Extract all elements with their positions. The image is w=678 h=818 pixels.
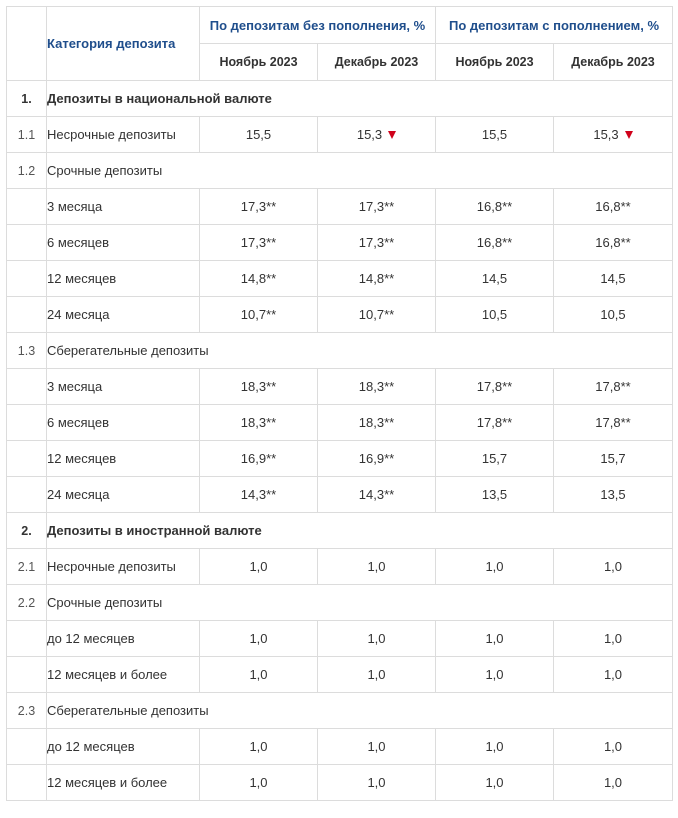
rate-cell (436, 729, 554, 765)
rate-cell (200, 369, 318, 405)
row-label: 12 месяцев и более (47, 765, 200, 801)
rate-cell (200, 441, 318, 477)
rate-value: 14,8** (240, 271, 277, 286)
rate-value: 1,0 (367, 775, 386, 790)
rate-value: 1,0 (485, 559, 504, 574)
row-number (7, 621, 47, 657)
rate-value: 17,8** (476, 379, 513, 394)
table-row (7, 729, 673, 765)
table-header (7, 7, 673, 81)
rate-value: 17,3** (240, 235, 277, 250)
rate-value: 18,3** (240, 415, 277, 430)
row-label: 12 месяцев (47, 261, 200, 297)
table-row (7, 765, 673, 801)
table-section-row (7, 81, 673, 117)
rate-value: 1,0 (485, 631, 504, 646)
rate-cell (200, 297, 318, 333)
table-section-row (7, 693, 673, 729)
table-row (7, 189, 673, 225)
rate-value: 17,3** (358, 199, 395, 214)
rate-cell (554, 261, 673, 297)
header-group-no-topup: По депозитам без пополнения, % (200, 7, 436, 44)
row-label: до 12 месяцев (47, 729, 200, 765)
rate-cell (436, 297, 554, 333)
rate-value: 1,0 (367, 667, 386, 682)
row-number (7, 477, 47, 513)
header-number-cell (7, 7, 47, 81)
row-number: 2.3 (7, 693, 47, 729)
row-number (7, 657, 47, 693)
rate-value: 1,0 (249, 739, 268, 754)
rate-value: 18,3** (240, 379, 277, 394)
row-label: Несрочные депозиты (47, 549, 200, 585)
rate-value: 18,3** (358, 379, 395, 394)
rate-value: 10,7** (358, 307, 395, 322)
rate-cell (200, 549, 318, 585)
row-number: 2.1 (7, 549, 47, 585)
row-label: 24 месяца (47, 477, 200, 513)
table-row (7, 117, 673, 153)
table-row (7, 261, 673, 297)
section-label: Срочные депозиты (47, 585, 673, 621)
table-row (7, 621, 673, 657)
rate-value: 14,8** (358, 271, 395, 286)
rate-value: 13,5 (600, 487, 626, 502)
rate-cell (318, 189, 436, 225)
rate-value: 1,0 (367, 559, 386, 574)
rate-cell (436, 189, 554, 225)
row-number (7, 441, 47, 477)
rate-value: 1,0 (367, 631, 386, 646)
row-number: 1.3 (7, 333, 47, 369)
rate-cell (318, 549, 436, 585)
rate-value: 1,0 (367, 739, 386, 754)
rate-value: 17,8** (595, 415, 631, 430)
rate-value: 13,5 (481, 487, 508, 502)
table-row (7, 441, 673, 477)
rate-cell (554, 441, 673, 477)
header-category: Категория депозита (47, 7, 200, 81)
rate-cell (436, 405, 554, 441)
header-month: Ноябрь 2023 (200, 44, 318, 81)
table-body (7, 81, 673, 801)
rate-value: 10,7** (240, 307, 277, 322)
rate-value: 10,5 (481, 307, 508, 322)
row-number (7, 729, 47, 765)
rate-value: 1,0 (249, 559, 268, 574)
rate-cell (200, 621, 318, 657)
rate-cell (318, 225, 436, 261)
row-number: 1.1 (7, 117, 47, 153)
rate-cell (318, 405, 436, 441)
row-label: до 12 месяцев (47, 621, 200, 657)
rate-cell (200, 477, 318, 513)
rate-cell (318, 261, 436, 297)
row-number (7, 405, 47, 441)
rate-cell (436, 225, 554, 261)
rate-value: 14,3** (240, 487, 277, 502)
rate-cell (554, 297, 673, 333)
rate-cell (200, 117, 318, 153)
row-label: 3 месяца (47, 369, 200, 405)
rate-cell (436, 117, 554, 153)
row-label: 3 месяца (47, 189, 200, 225)
rate-value: 14,3** (358, 487, 395, 502)
section-label: Депозиты в иностранной валюте (47, 513, 673, 549)
rate-cell (200, 765, 318, 801)
section-label: Сберегательные депозиты (47, 333, 673, 369)
header-group-topup: По депозитам с пополнением, % (436, 7, 673, 44)
section-label: Срочные депозиты (47, 153, 673, 189)
rate-cell (318, 477, 436, 513)
rate-cell (200, 189, 318, 225)
rate-cell (554, 117, 673, 153)
rate-cell (554, 477, 673, 513)
rate-value: 17,8** (595, 379, 631, 394)
rate-value: 1,0 (249, 631, 268, 646)
rate-value: 1,0 (603, 775, 623, 790)
rate-cell (554, 225, 673, 261)
rate-cell (200, 405, 318, 441)
deposit-rates-table (6, 6, 673, 801)
rate-cell (318, 765, 436, 801)
rate-value: 15,7 (481, 451, 508, 466)
table-row (7, 405, 673, 441)
header-month: Декабрь 2023 (554, 44, 673, 81)
row-number (7, 225, 47, 261)
rate-cell (318, 117, 436, 153)
row-number: 2.2 (7, 585, 47, 621)
row-number (7, 261, 47, 297)
rate-cell (436, 261, 554, 297)
table-row (7, 549, 673, 585)
rate-value: 1,0 (249, 775, 268, 790)
rate-cell (318, 441, 436, 477)
rate-cell (554, 369, 673, 405)
row-label: 12 месяцев (47, 441, 200, 477)
rate-cell (318, 657, 436, 693)
rate-value: 1,0 (603, 631, 623, 646)
section-label: Сберегательные депозиты (47, 693, 673, 729)
table-row (7, 657, 673, 693)
rate-value: 15,5 (481, 127, 508, 142)
table-row (7, 477, 673, 513)
row-number (7, 297, 47, 333)
table-section-row (7, 333, 673, 369)
rate-value: 1,0 (485, 739, 504, 754)
row-label: 12 месяцев и более (47, 657, 200, 693)
row-number (7, 765, 47, 801)
table-row (7, 297, 673, 333)
table-section-row (7, 153, 673, 189)
row-label: Несрочные депозиты (47, 117, 200, 153)
rate-value: 18,3** (358, 415, 395, 430)
rate-cell (436, 369, 554, 405)
rate-cell (554, 549, 673, 585)
row-label: 6 месяцев (47, 225, 200, 261)
rate-value: 14,5 (600, 271, 626, 286)
row-number: 2. (7, 513, 47, 549)
rate-value: 10,5 (600, 307, 626, 322)
rate-cell (436, 621, 554, 657)
row-number: 1.2 (7, 153, 47, 189)
rate-value: 15,3 (593, 127, 619, 142)
down-arrow-icon (388, 131, 396, 139)
rate-value: 17,3** (358, 235, 395, 250)
rate-cell (318, 729, 436, 765)
rate-value: 1,0 (603, 667, 623, 682)
rate-cell (200, 261, 318, 297)
rate-value: 1,0 (485, 667, 504, 682)
rate-value: 17,3** (240, 199, 277, 214)
rate-cell (200, 657, 318, 693)
rate-cell (436, 477, 554, 513)
rate-cell (554, 657, 673, 693)
rate-cell (554, 765, 673, 801)
rate-cell (554, 189, 673, 225)
row-label: 6 месяцев (47, 405, 200, 441)
table-row (7, 225, 673, 261)
rate-cell (554, 405, 673, 441)
rate-cell (436, 549, 554, 585)
rate-value: 1,0 (603, 559, 623, 574)
rate-value: 16,8** (476, 235, 513, 250)
rate-cell (554, 729, 673, 765)
rate-value: 16,8** (595, 199, 631, 214)
rate-value: 15,7 (600, 451, 626, 466)
header-month: Декабрь 2023 (318, 44, 436, 81)
rate-cell (436, 657, 554, 693)
section-label: Депозиты в национальной валюте (47, 81, 673, 117)
row-number: 1. (7, 81, 47, 117)
rate-value: 17,8** (476, 415, 513, 430)
row-number (7, 369, 47, 405)
down-arrow-icon (625, 131, 633, 139)
rate-cell (318, 369, 436, 405)
rate-cell (200, 729, 318, 765)
rate-value: 15,3 (356, 127, 383, 142)
rate-value: 1,0 (249, 667, 268, 682)
rate-value: 14,5 (481, 271, 508, 286)
rate-value: 1,0 (485, 775, 504, 790)
rate-value: 15,5 (245, 127, 272, 142)
rate-value: 16,8** (476, 199, 513, 214)
table-section-row (7, 585, 673, 621)
rate-cell (554, 621, 673, 657)
row-number (7, 189, 47, 225)
rate-value: 16,9** (240, 451, 277, 466)
rate-cell (436, 765, 554, 801)
table-row (7, 369, 673, 405)
header-month: Ноябрь 2023 (436, 44, 554, 81)
rate-cell (200, 225, 318, 261)
rate-cell (318, 297, 436, 333)
rate-value: 16,9** (358, 451, 395, 466)
rate-cell (318, 621, 436, 657)
table-section-row (7, 513, 673, 549)
row-label: 24 месяца (47, 297, 200, 333)
rate-cell (436, 441, 554, 477)
rate-value: 1,0 (603, 739, 623, 754)
rate-value: 16,8** (595, 235, 631, 250)
